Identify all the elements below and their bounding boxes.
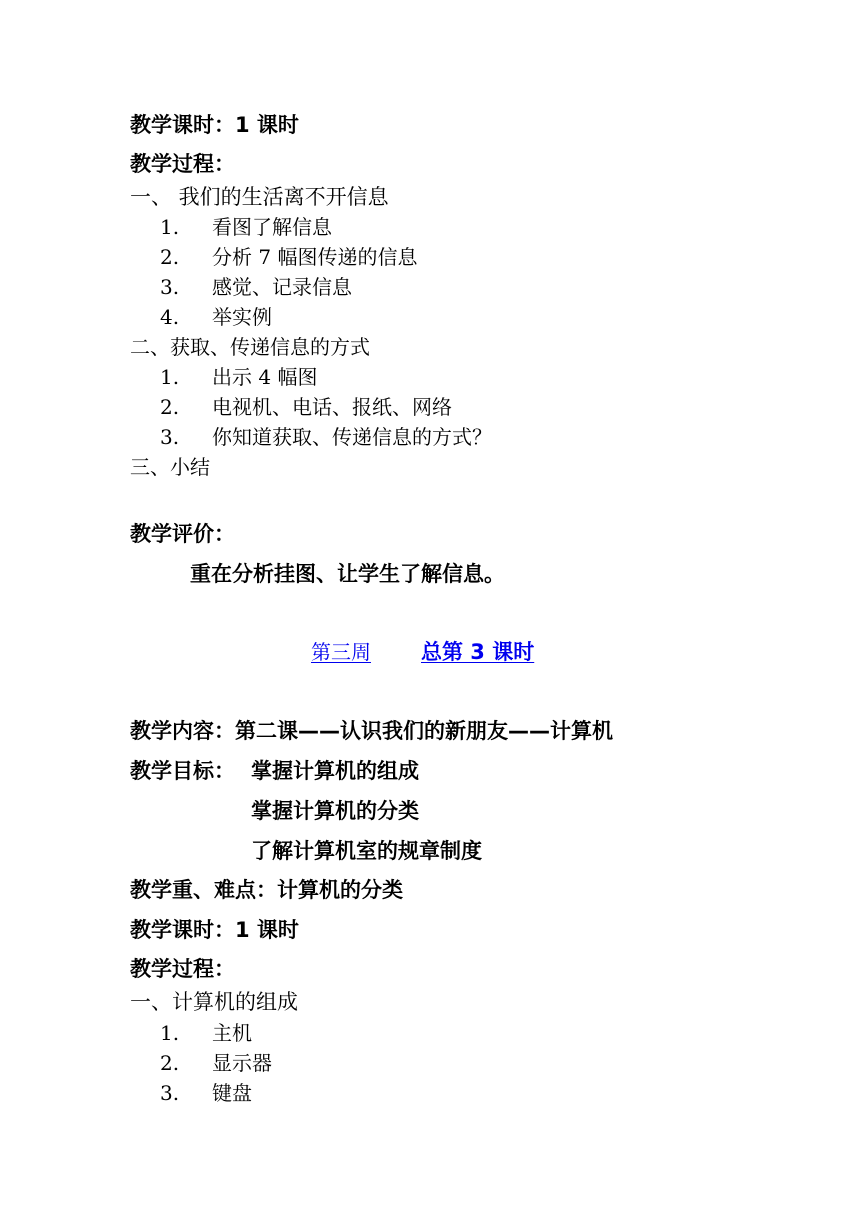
list-item-text: 感觉、记录信息 <box>212 275 352 299</box>
evaluation-label: 教学评价： <box>130 522 235 546</box>
list-item-text: 分析 7 幅图传递的信息 <box>212 245 418 269</box>
list-item <box>160 307 272 327</box>
list-item <box>160 217 332 237</box>
goals-label: 教学目标： <box>130 759 235 783</box>
list-item <box>160 427 492 447</box>
part-heading: 一、计算机的组成 <box>130 990 298 1014</box>
list-item <box>160 1083 252 1103</box>
list-item-number: 3. <box>160 425 180 449</box>
list-item-text: 你知道获取、传递信息的方式？ <box>212 425 492 449</box>
list-item-number: 3. <box>160 1081 180 1105</box>
list-item-number: 1. <box>160 365 180 389</box>
list-item-text: 显示器 <box>212 1051 272 1075</box>
list-item <box>160 367 317 387</box>
lesson-hours: 教学课时：1 课时 <box>130 918 299 942</box>
process-label: 教学过程： <box>130 152 235 176</box>
list-item-number: 4. <box>160 305 180 329</box>
part-heading: 三、小结 <box>130 455 210 479</box>
total-lesson-label[interactable]: 总第 3 课时 <box>421 640 535 664</box>
list-item-text: 出示 4 幅图 <box>212 365 318 389</box>
part-heading: 二、获取、传递信息的方式 <box>130 335 370 359</box>
goal-item: 掌握计算机的分类 <box>251 799 419 823</box>
week-heading-link[interactable] <box>311 642 534 663</box>
list-item-number: 2. <box>160 1051 180 1075</box>
week-label[interactable]: 第三周 <box>311 640 371 664</box>
list-item-text: 主机 <box>212 1021 252 1045</box>
lesson-hours: 教学课时：1 课时 <box>130 113 299 137</box>
list-item <box>160 1023 252 1043</box>
list-item-number: 1. <box>160 215 180 239</box>
part-heading: 一、 我们的生活离不开信息 <box>130 185 389 209</box>
list-item <box>160 397 452 417</box>
goal-item: 掌握计算机的组成 <box>251 759 419 783</box>
process-label: 教学过程： <box>130 957 235 981</box>
lesson-content: 教学内容：第二课——认识我们的新朋友——计算机 <box>130 719 613 743</box>
list-item-number: 1. <box>160 1021 180 1045</box>
list-item <box>160 247 417 267</box>
list-item-number: 2. <box>160 395 180 419</box>
list-item-number: 2. <box>160 245 180 269</box>
goal-item: 了解计算机室的规章制度 <box>251 839 482 863</box>
list-item-number: 3. <box>160 275 180 299</box>
list-item-text: 看图了解信息 <box>212 215 332 239</box>
key-points: 教学重、难点：计算机的分类 <box>130 878 403 902</box>
list-item-text: 电视机、电话、报纸、网络 <box>212 395 452 419</box>
list-item-text: 举实例 <box>212 305 272 329</box>
list-item-text: 键盘 <box>212 1081 252 1105</box>
list-item <box>160 277 352 297</box>
evaluation-text: 重在分析挂图、让学生了解信息。 <box>190 562 505 586</box>
list-item <box>160 1053 272 1073</box>
